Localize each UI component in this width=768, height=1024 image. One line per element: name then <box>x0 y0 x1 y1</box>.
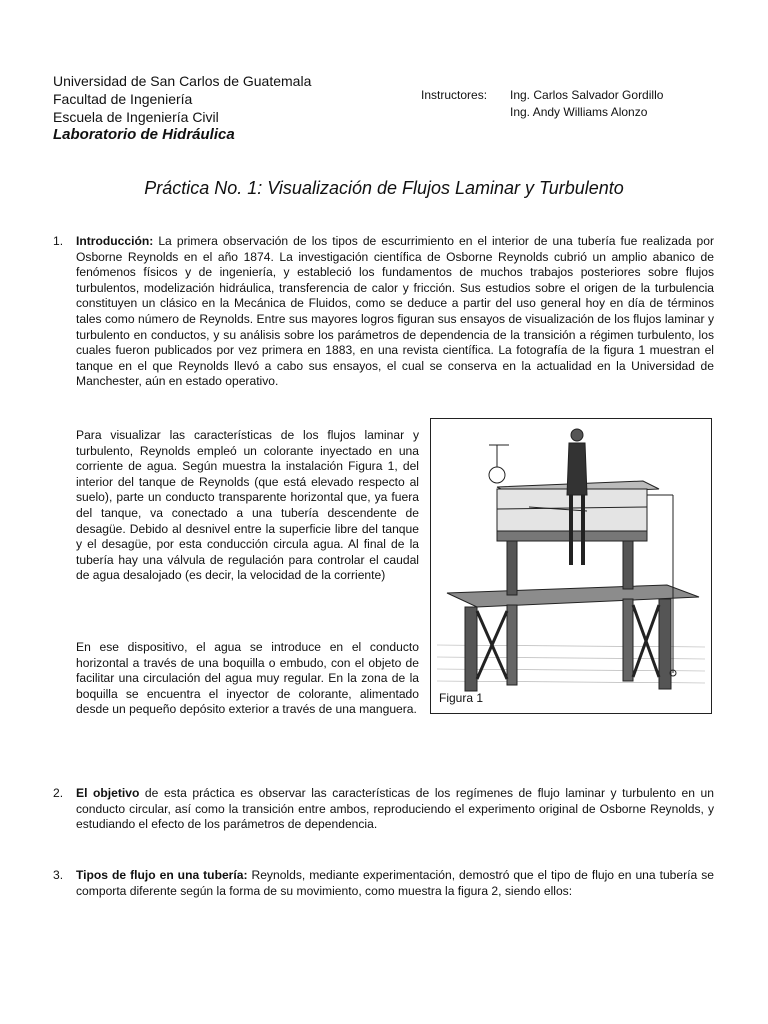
instructors-list <box>510 87 663 121</box>
school-name: Escuela de Ingeniería Civil <box>53 109 219 125</box>
university-name: Universidad de San Carlos de Guatemala <box>53 73 312 89</box>
intro-paragraph <box>76 234 714 390</box>
objective-paragraph <box>76 786 714 833</box>
flow-types-text: Reynolds, mediante experimentación, demostró que el tipo de flujo en una tubería se comporta diferente según la forma de su movimiento, como muestra la figura 2, siendo ellos: <box>76 868 714 898</box>
institution-header <box>53 72 311 144</box>
intro-paragraph-3: En ese dispositivo, el agua se introduce en el conducto horizontal a través de una boquilla o embudo, con el objeto de facilitar una circulación del agua muy regular. En la zona de la boquilla se encuentra el inyector de colorante, alimentado desde un pequeño depósito exterior a través de una manguera. <box>76 640 419 717</box>
intro-heading: Introducción: <box>76 234 154 248</box>
intro-text: La primera observación de los tipos de escurrimiento en el interior de una tubería fue realizada por Osborne Reynolds en el año 1874. La investigación científica de Osborne Reynolds cubrió un amplio abanico de fenómenos físicos y de ingeniería, y estableció los fundamentos de muchos trabajos posteriores sobre flujos turbulentos, modelización hidráulica, transferencia de calor y fricción. Sus estudios sobre el origen de la turbulencia constituyen un clásico en la Mecánica de Fluidos, como se deduce a partir del uso general hoy en día de términos tales como número de Reynolds. Entre sus mayores logros figuran sus ensayos de visualización de los flujos laminar y turbulento en conductos, y su análisis sobre los parámetros de dependencia de la transición a régimen turbulento, los cuales fueron publicados por vez primera en 1883, en una revista científica. La fotografía de la figura 1 muestran el tanque en el que Reynolds llevó a cabo sus ensayos, el cual se conserva en la actualidad en la Universidad de Manchester, aún en estado operativo. <box>76 234 714 389</box>
document-title: Práctica No. 1: Visualización de Flujos Laminar y Turbulento <box>144 178 624 198</box>
reynolds-apparatus-illustration <box>437 425 705 695</box>
section-number: 2. <box>53 786 64 800</box>
lab-name: Laboratorio de Hidráulica <box>53 126 235 143</box>
objective-text: de esta práctica es observar las características de los regímenes de flujo laminar y turbulento en un conducto circular, así como la transición entre ambos, reproduciendo el experimento original de Osborne Reynolds, y estudiando el efecto de los parámetros de dependencia. <box>76 786 714 832</box>
figure-1 <box>430 418 712 714</box>
intro-paragraph-2: Para visualizar las características de los flujos laminar y turbulento, Reynolds empleó un colorante inyectado en una corriente de agua. Según muestra la instalación Figura 1, del interior del tanque de Reynolds (que está elevado respecto al suelo), parte un conducto transparente horizontal que, ya fuera del tanque, va conectado a una tubería descendente de desagüe. Debido al desnivel entre la superficie libre del tanque y el desagüe, por esta conducción circula agua. Al final de la tubería hay una válvula de regulación para controlar el caudal de agua desalojado (es decir, la velocidad de la corriente) <box>76 428 419 583</box>
instructors-label: Instructores: <box>421 88 488 102</box>
instructor-name: Ing. Carlos Salvador Gordillo <box>510 88 664 102</box>
flow-types-paragraph <box>76 868 714 899</box>
section-number: 3. <box>53 868 64 882</box>
instructor-name: Ing. Andy Williams Alonzo <box>510 105 648 119</box>
flow-types-heading: Tipos de flujo en una tubería: <box>76 868 248 882</box>
faculty-name: Facultad de Ingeniería <box>53 91 193 107</box>
objective-heading: El objetivo <box>76 786 140 800</box>
figure-1-caption: Figura 1 <box>439 691 484 705</box>
section-number: 1. <box>53 234 64 248</box>
